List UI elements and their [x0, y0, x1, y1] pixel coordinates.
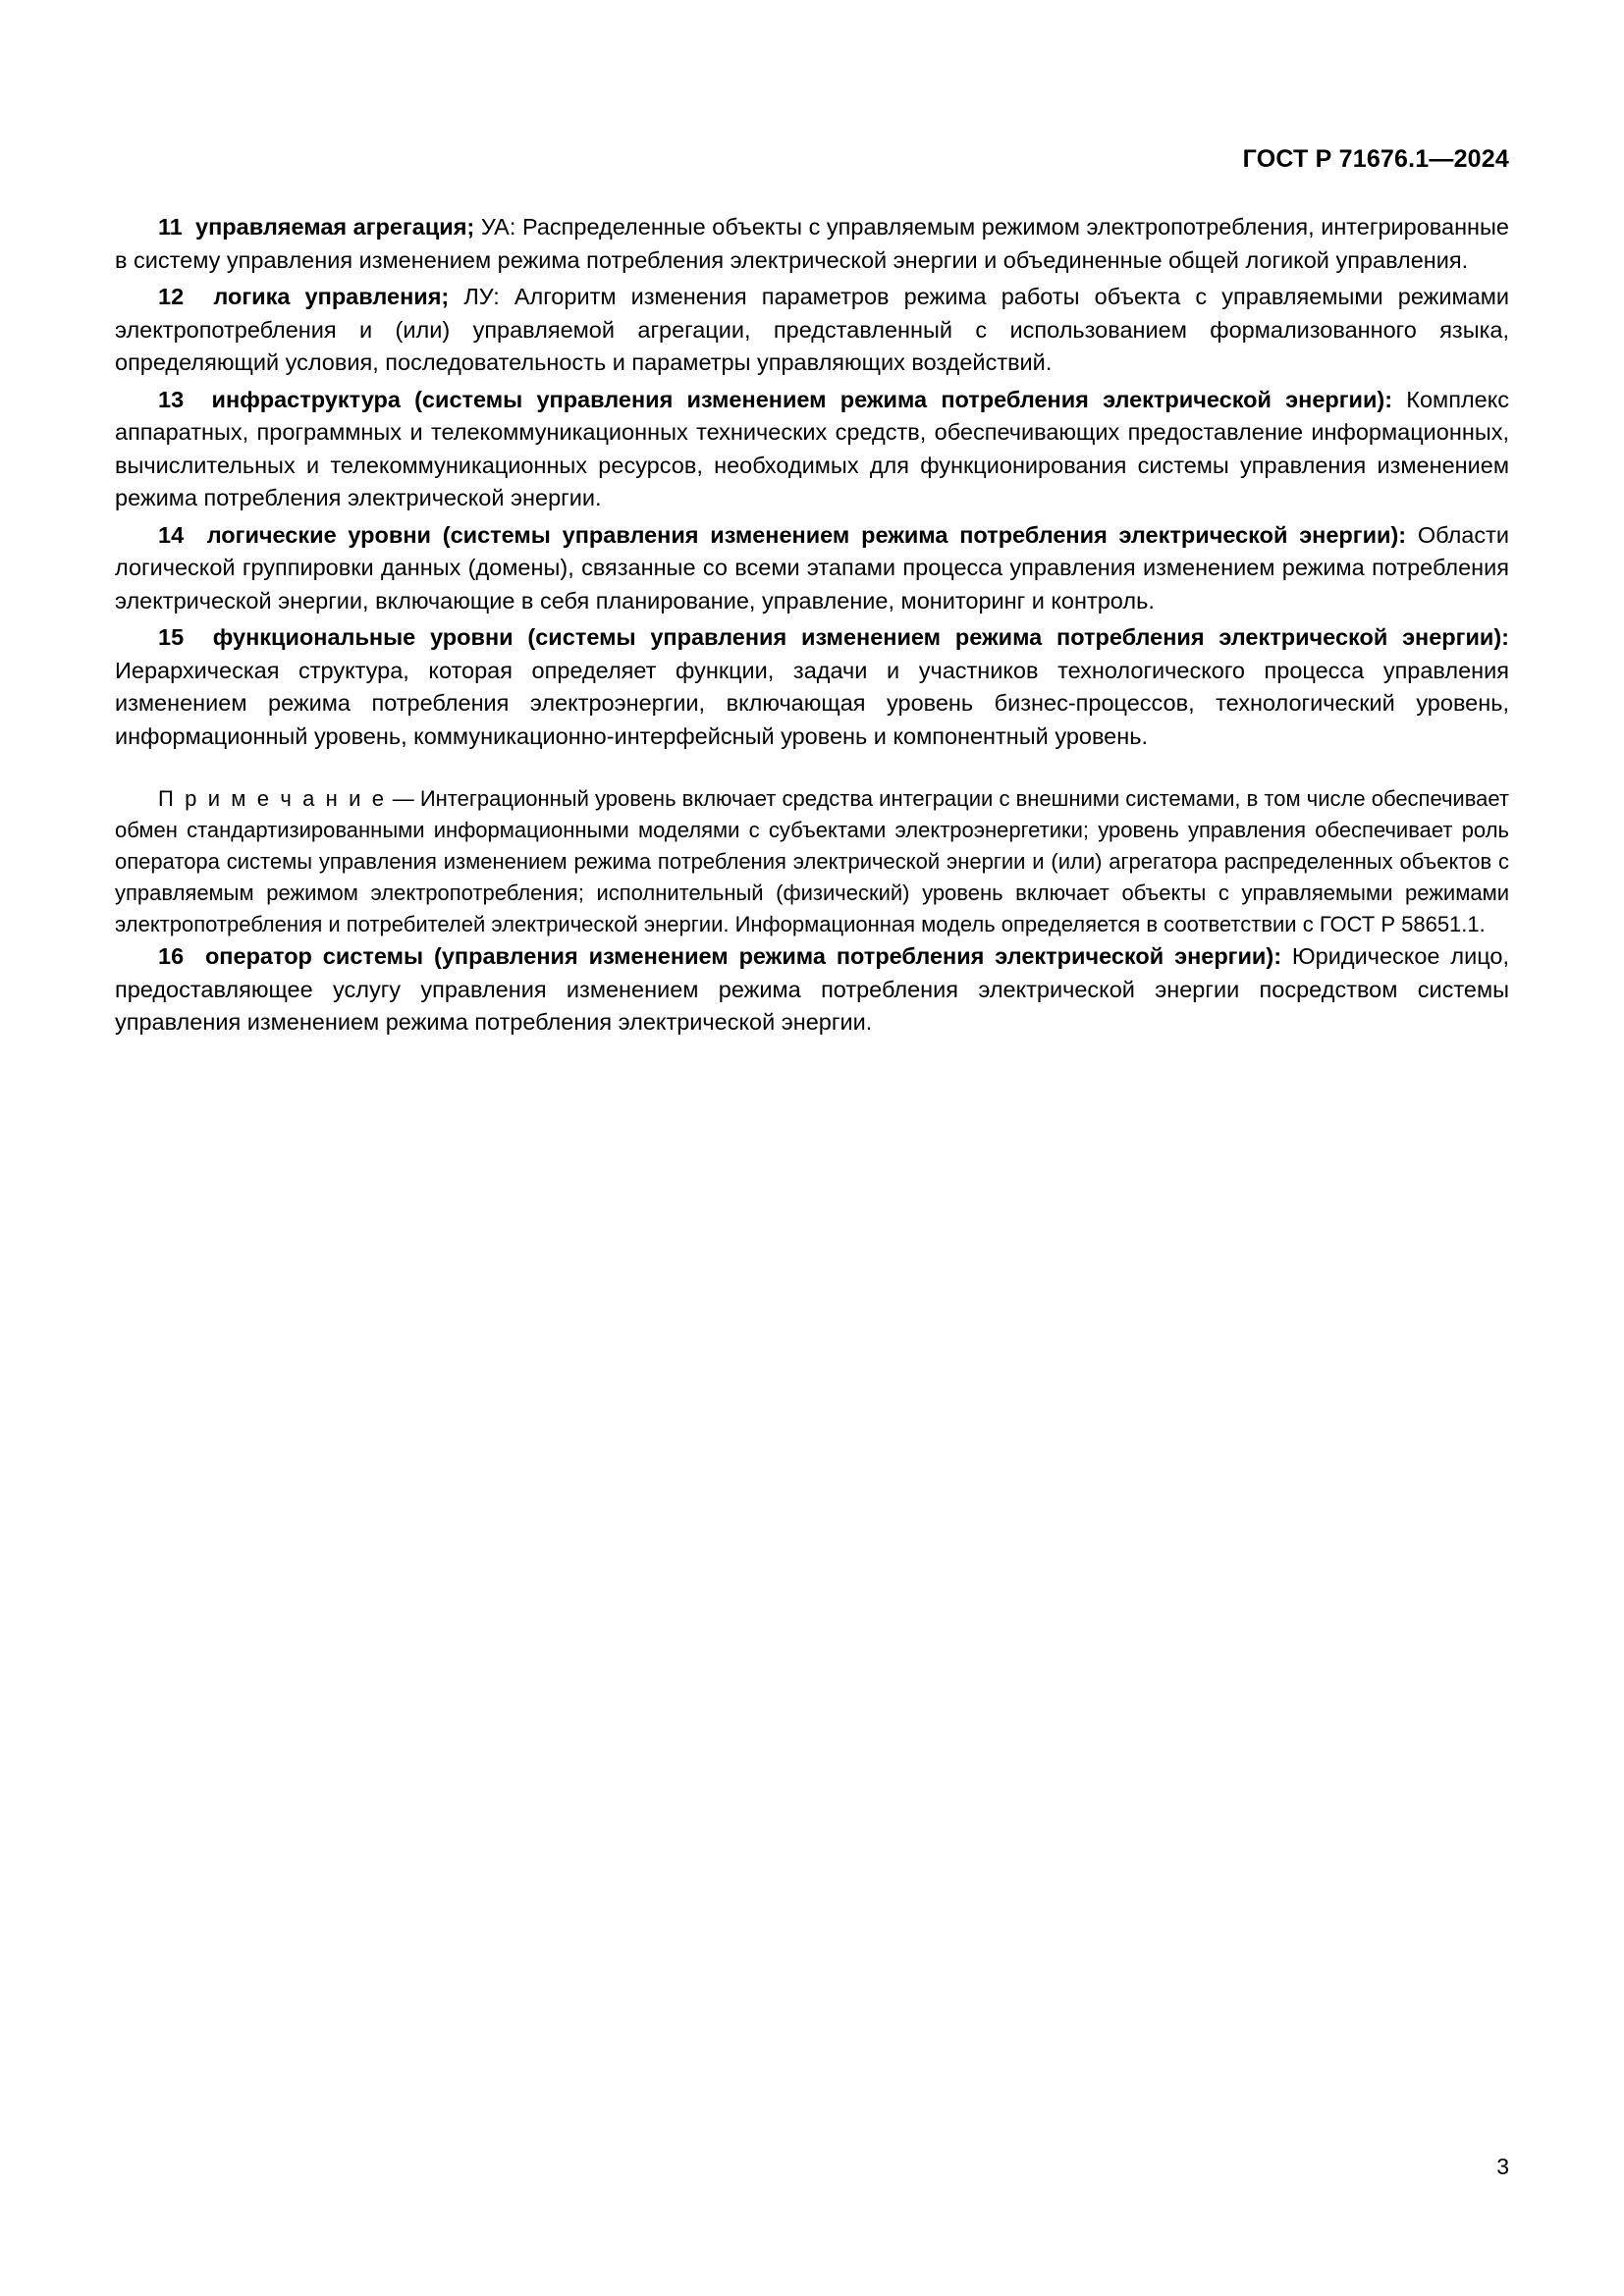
page-number: 3: [1496, 2154, 1509, 2179]
term-entry: [115, 384, 1509, 515]
note-text: Интеграционный уровень включает средства интеграции с внешними системами, в том числе обеспечивает обмен стандартизированными информационными моделями с субъектами электроэнергетики; уровень управления обеспечивает роль оператора системы управления изменением режима потребления электрической энергии и (или) агрегатора распределенных объектов с управляемым режимом электропотребления; исполнительный (физический) уровень включает объекты с управляемыми режимами электропотребления и потребителей электрической энергии. Информационная модель определяется в соответствии с ГОСТ Р 58651.1.: [115, 786, 1509, 936]
term-name: управляемая агрегация;: [195, 214, 475, 240]
term-entry: [115, 621, 1509, 753]
term-definition: УА: Распределенные объекты с управляемым режимом электропотребления, интегрированные в систему управления изменением режима потребления электрической энергии и объединенные общей логикой управления.: [115, 214, 1509, 273]
term-number: 16: [158, 943, 185, 969]
term-name: инфраструктура (системы управления изменением режима потребления электрической энергии):: [211, 386, 1393, 412]
term-entry: [115, 281, 1509, 380]
term-entry: [115, 940, 1509, 1040]
term-name: оператор системы (управления изменением режима потребления электрической энергии):: [204, 943, 1282, 969]
term-entry: [115, 519, 1509, 618]
term-number: 13: [158, 386, 185, 412]
document-body: [115, 211, 1509, 1040]
note-dash: —: [386, 786, 420, 811]
term-number: 12: [158, 284, 185, 309]
term-name: функциональные уровни (системы управления изменением режима потребления электрической энергии):: [212, 624, 1509, 650]
term-definition: Области логической группировки данных (домены), связанные со всеми этапами процесса управления изменением режима потребления электрической энергии, включающие в себя планирование, управление, мониторинг и контроль.: [115, 521, 1509, 614]
term-number: 11: [158, 214, 183, 240]
page-header: ГОСТ Р 71676.1—2024: [1242, 145, 1509, 173]
term-definition: Комплекс аппаратных, программных и телекоммуникационных технических средств, обеспечивающих предоставление информационных, вычислительных и телекоммуникационных ресурсов, необходимых для функционирования системы управления изменением режима потребления электрической энергии.: [115, 386, 1509, 510]
term-entry: [115, 211, 1509, 277]
term-name: логические уровни (системы управления изменением режима потребления электрической энергии):: [206, 521, 1407, 548]
note-block: [115, 783, 1509, 940]
term-definition: Юридическое лицо, предоставляющее услугу управления изменением режима потребления электрической энергии посредством системы управления изменением режима потребления электрической энергии.: [115, 943, 1509, 1035]
term-number: 14: [158, 521, 185, 548]
term-definition: Иерархическая структура, которая определяет функции, задачи и участников технологического процесса управления изменением режима потребления электроэнергии, включающая уровень бизнес-процессов, технологический уровень, информационный уровень, коммуникационно-интерфейсный уровень и компонентный уровень.: [115, 657, 1509, 749]
term-name: логика управления;: [213, 284, 450, 309]
term-number: 15: [158, 624, 185, 650]
note-label: П р и м е ч а н и е: [158, 786, 387, 811]
term-definition: ЛУ: Алгоритм изменения параметров режима работы объекта с управляемыми режимами электропотребления и (или) управляемой агрегации, представленный с использованием формализованного языка, определяющий условия, последовательность и параметры управляющих воздействий.: [115, 284, 1509, 375]
